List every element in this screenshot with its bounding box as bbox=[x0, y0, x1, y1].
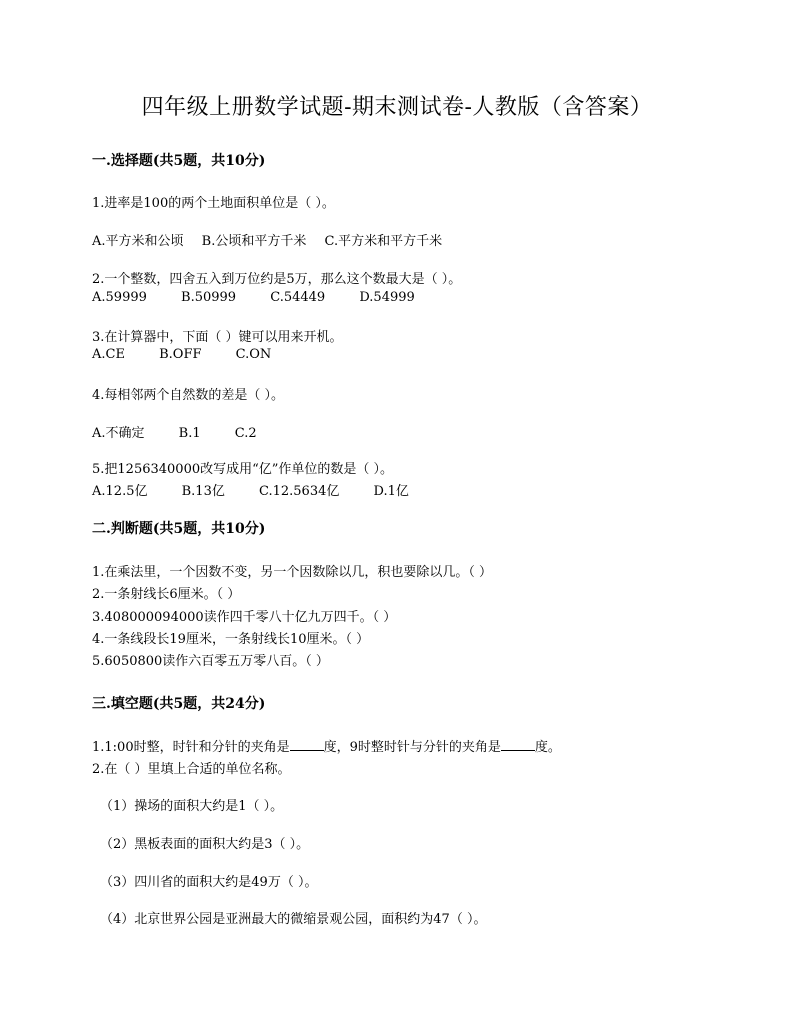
option-b: B.公顷和平方千米 bbox=[201, 234, 307, 249]
fill-sub-item: （1）操场的面积大约是1（ ）。 bbox=[100, 799, 284, 814]
page-title: 四年级上册数学试题-期末测试卷-人教版（含答案） bbox=[141, 95, 653, 120]
section-heading-choice: 一.选择题(共5题，共10分) bbox=[92, 153, 266, 169]
option-b: B.50999 bbox=[181, 290, 237, 305]
choice-q1-stem: 1.进率是100的两个土地面积单位是（ ）。 bbox=[92, 196, 335, 211]
choice-q3-stem: 3.在计算器中，下面（ ）键可以用来开机。 bbox=[92, 330, 343, 345]
choice-q4-stem: 4.每相邻两个自然数的差是（ ）。 bbox=[92, 388, 285, 403]
choice-q4-options bbox=[92, 422, 287, 441]
option-a: A.不确定 bbox=[92, 426, 145, 441]
choice-q2-options bbox=[92, 290, 445, 305]
option-c: C.54449 bbox=[270, 290, 326, 305]
fill-q1-part-c: 度。 bbox=[534, 740, 561, 755]
fill-sub-item: （2）黑板表面的面积大约是3（ ）。 bbox=[100, 837, 310, 852]
choice-q3-options bbox=[92, 347, 301, 362]
option-a: A.59999 bbox=[92, 290, 147, 305]
fill-q1-part-b: 度，9时整时针与分针的夹角是 bbox=[323, 740, 501, 755]
choice-q1-options bbox=[92, 230, 456, 249]
option-c: C.12.5634亿 bbox=[258, 484, 340, 499]
fill-q1 bbox=[92, 736, 561, 755]
option-b: B.13亿 bbox=[181, 484, 225, 499]
option-c: C.ON bbox=[235, 347, 272, 362]
judge-item: 5.6050800读作六百零五万零八百。（ ） bbox=[92, 654, 329, 669]
choice-q5-options bbox=[92, 480, 439, 499]
judge-item: 4.一条线段长19厘米，一条射线长10厘米。（ ） bbox=[92, 632, 370, 647]
fill-q2-stem: 2.在（ ）里填上合适的单位名称。 bbox=[92, 762, 291, 777]
option-c: C.2 bbox=[234, 426, 257, 441]
option-a: A.CE bbox=[92, 347, 125, 362]
section-heading-fill: 三.填空题(共5题，共24分) bbox=[92, 696, 266, 712]
fill-sub-item: （4）北京世界公园是亚洲最大的微缩景观公园，面积约为47（ ）。 bbox=[100, 912, 487, 927]
fill-sub-item: （3）四川省的面积大约是49万（ ）。 bbox=[100, 875, 318, 890]
option-c: C.平方米和平方千米 bbox=[324, 234, 443, 249]
answer-blank bbox=[501, 738, 535, 751]
option-b: B.1 bbox=[178, 426, 201, 441]
option-d: D.1亿 bbox=[373, 484, 409, 499]
answer-blank bbox=[290, 738, 324, 751]
section-heading-judge: 二.判断题(共5题，共10分) bbox=[92, 521, 266, 537]
option-a: A.12.5亿 bbox=[92, 484, 148, 499]
judge-item: 2.一条射线长6厘米。（ ） bbox=[92, 587, 241, 602]
choice-q2-stem: 2.一个整数，四舍五入到万位约是5万，那么这个数最大是（ ）。 bbox=[92, 272, 462, 287]
judge-item: 1.在乘法里，一个因数不变，另一个因数除以几，积也要除以几。（ ） bbox=[92, 565, 493, 580]
option-d: D.54999 bbox=[359, 290, 415, 305]
choice-q5-stem: 5.把1256340000改写成用“亿”作单位的数是（ ）。 bbox=[92, 462, 394, 477]
option-b: B.OFF bbox=[159, 347, 202, 362]
fill-q1-part-a: 1.1:00时整，时针和分针的夹角是 bbox=[92, 740, 290, 755]
option-a: A.平方米和公顷 bbox=[92, 234, 184, 249]
judge-item: 3.408000094000读作四千零八十亿九万四千。（ ） bbox=[92, 610, 397, 625]
